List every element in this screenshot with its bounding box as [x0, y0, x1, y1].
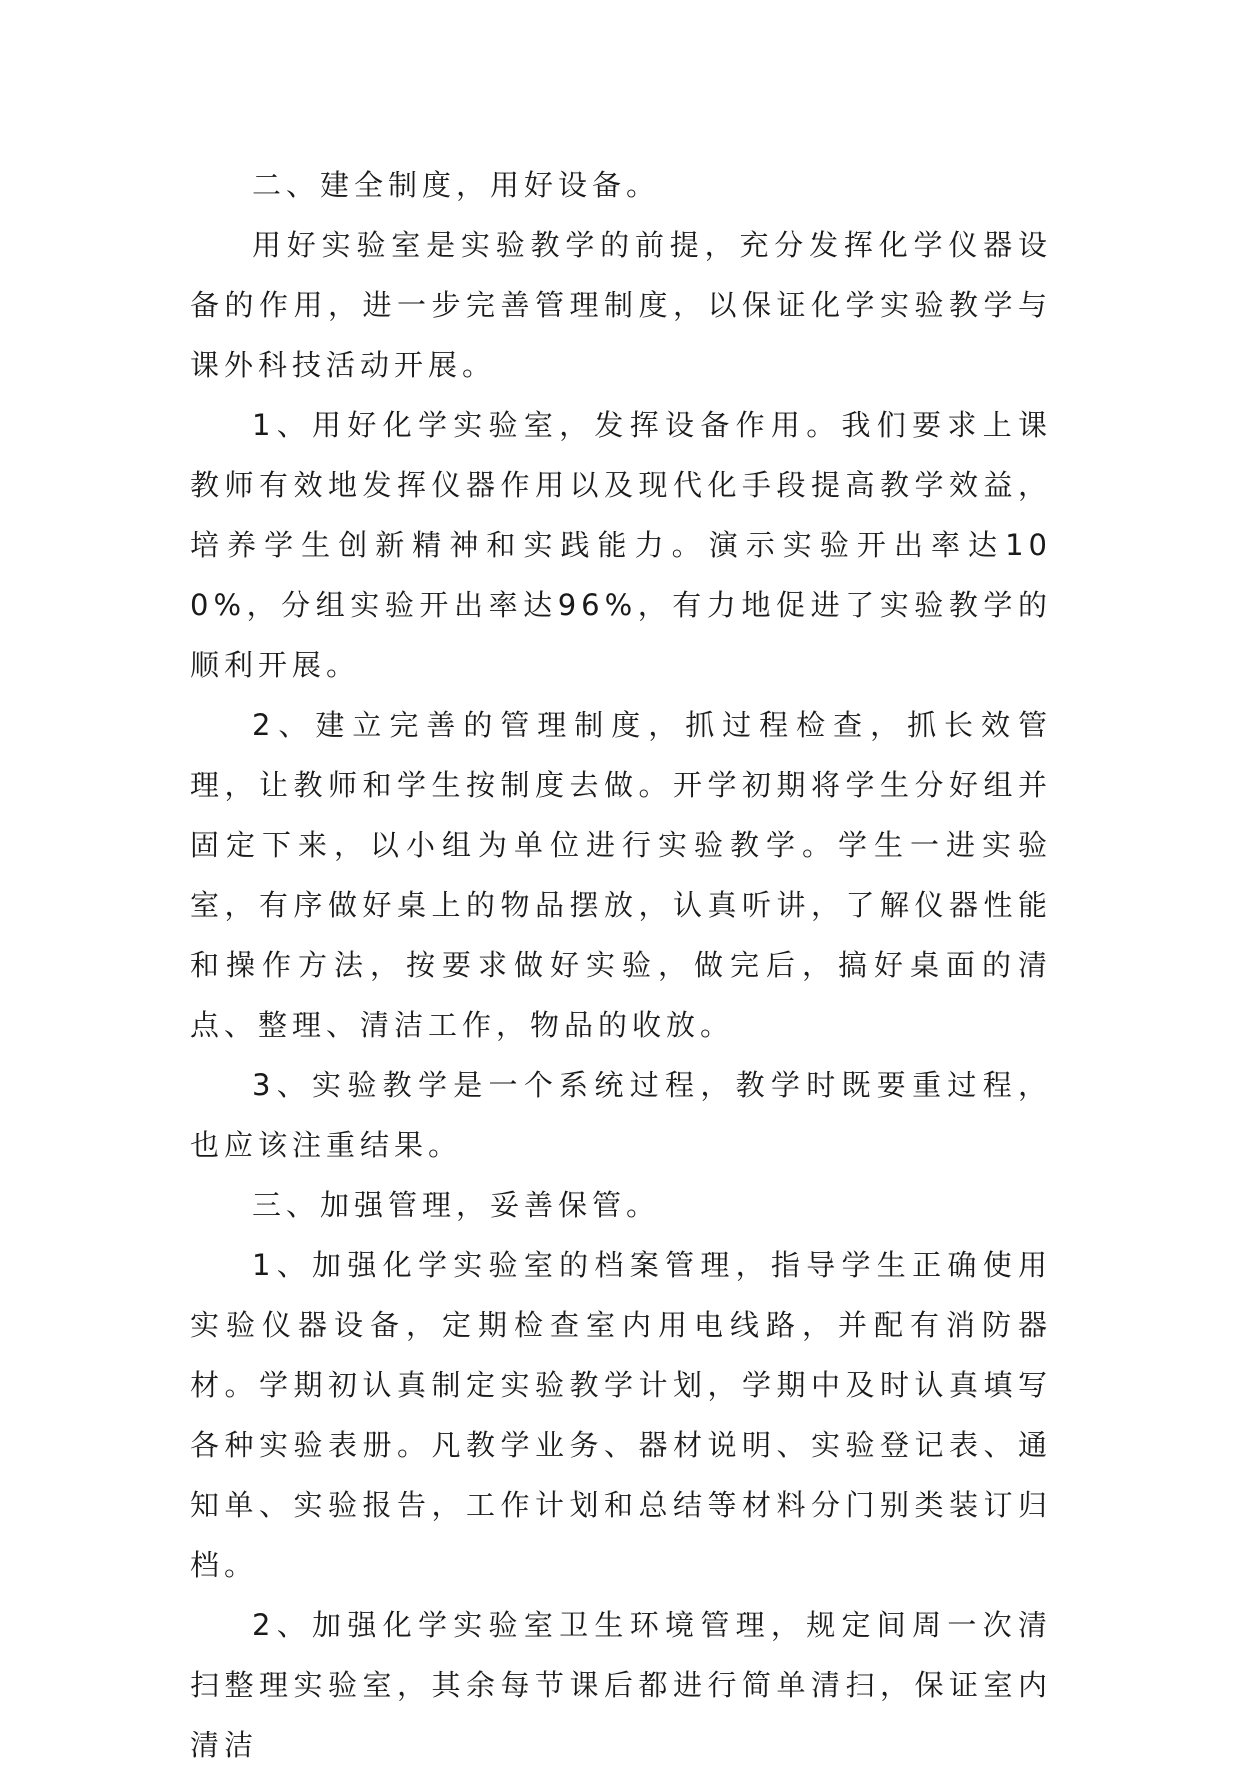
- item-paragraph-5: 2、加强化学实验室卫生环境管理，规定间周一次清扫整理实验室，其余每节课后都进行简单清扫，保证室内清洁: [190, 1608, 1052, 1762]
- section-heading-2: 二、建全制度，用好设备。: [252, 168, 661, 202]
- intro-paragraph: 用好实验室是实验教学的前提，充分发挥化学仪器设备的作用，进一步完善管理制度，以保证化学实验教学与课外科技活动开展。: [190, 228, 1052, 382]
- document-body: [190, 155, 1052, 1775]
- item-paragraph-1: 1、用好化学实验室，发挥设备作用。我们要求上课教师有效地发挥仪器作用以及现代化手段提高教学效益，培养学生创新精神和实践能力。演示实验开出率达100%，分组实验开出率达96%，有力地促进了实验教学的顺利开展。: [190, 408, 1052, 682]
- section-heading-3: 三、加强管理，妥善保管。: [252, 1188, 661, 1222]
- item-paragraph-3: 3、实验教学是一个系统过程，教学时既要重过程，也应该注重结果。: [190, 1068, 1052, 1162]
- item-paragraph-4: 1、加强化学实验室的档案管理，指导学生正确使用实验仪器设备，定期检查室内用电线路，并配有消防器材。学期初认真制定实验教学计划，学期中及时认真填写各种实验表册。凡教学业务、器材说明、实验登记表、通知单、实验报告，工作计划和总结等材料分门别类装订归档。: [190, 1248, 1052, 1582]
- item-paragraph-2: 2、建立完善的管理制度，抓过程检查，抓长效管理，让教师和学生按制度去做。开学初期将学生分好组并固定下来，以小组为单位进行实验教学。学生一进实验室，有序做好桌上的物品摆放，认真听讲，了解仪器性能和操作方法，按要求做好实验，做完后，搞好桌面的清点、整理、清洁工作，物品的收放。: [190, 708, 1052, 1042]
